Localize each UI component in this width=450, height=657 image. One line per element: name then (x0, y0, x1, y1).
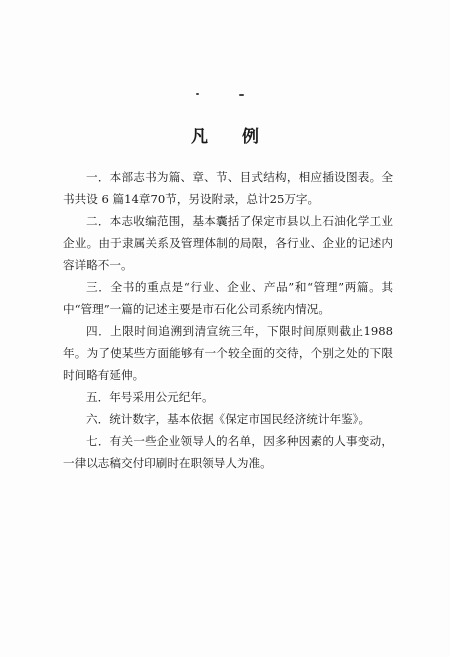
paragraph-6: 六．统计数字，基本依据《保定市国民经济统计年鉴》。 (86, 412, 371, 426)
scan-speck (239, 94, 244, 96)
paragraph-2: 二．本志收编范围，基本囊括了保定市县以上石油化学工业企业。由于隶属关系及管理体制的局限，各行业、企业的记述内容详略不一。 (63, 214, 393, 272)
scan-specks (196, 92, 256, 98)
paragraph-1: 一．本部志书为篇、章、节、目式结构，相应插设图表。全书共设 6 篇14章70节，另设附录，总计25万字。 (63, 170, 393, 206)
paragraph-7: 七．有关一些企业领导人的名单，因多种因素的人事变动，一律以志稿交付印刷时在职领导人为准。 (63, 434, 393, 470)
paragraph-4: 四．上限时间追溯到清宣统三年，下限时间原则截止1988年。为了使某些方面能够有一个较全面的交待，个别之处的下限时间略有延伸。 (63, 324, 393, 382)
page-title: 凡 例 (191, 127, 273, 147)
paragraph-5: 五．年号采用公元纪年。 (86, 390, 214, 404)
document-body (63, 166, 393, 474)
paragraph-3: 三．全书的重点是“行业、企业、产品”和“管理”两篇。其中“管理”一篇的记述主要是市石化公司系统内情况。 (63, 280, 393, 316)
scan-speck (196, 93, 199, 95)
